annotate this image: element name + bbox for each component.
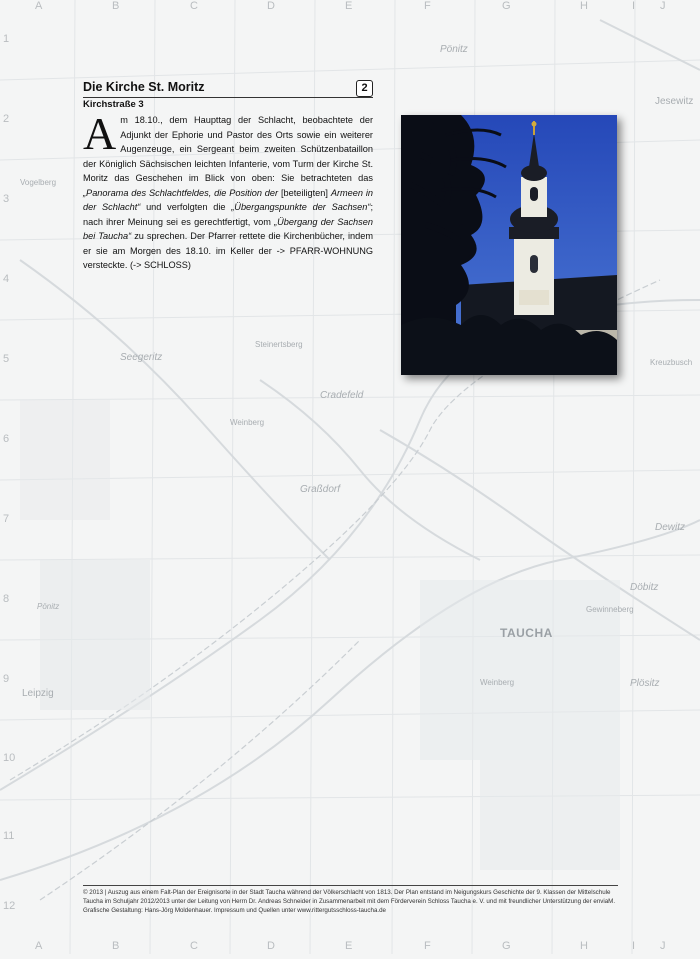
grid-number-8: 8 — [3, 593, 10, 605]
map-label-gewinneberg: Gewinneberg — [586, 605, 634, 614]
map-label-leipzig: Leipzig — [22, 688, 54, 699]
grid-letter-c-bottom: C — [190, 940, 198, 952]
grid-letter-a-bottom: A — [35, 940, 43, 952]
grid-letter-i-bottom: I — [632, 940, 636, 952]
map-label-dewitz: Dewitz — [655, 522, 686, 533]
grid-letter-d-bottom: D — [267, 940, 275, 952]
body-text-part: [beteiligten] — [278, 187, 331, 198]
church-illustration — [401, 115, 617, 375]
map-label-weinberg-2: Weinberg — [480, 678, 515, 687]
grid-letter-g: G — [502, 0, 511, 12]
grid-number-9: 9 — [3, 673, 10, 685]
grid-letter-j-bottom: J — [660, 940, 666, 952]
map-label-poenitz-top: Pönitz — [440, 44, 468, 55]
title-divider — [83, 97, 373, 98]
map-label-steinertsberg: Steinertsberg — [255, 340, 303, 349]
grid-letter-j: J — [660, 0, 666, 12]
grid-number-6: 6 — [3, 433, 10, 445]
map-label-taucha: TAUCHA — [500, 626, 553, 640]
grid-letter-h-bottom: H — [580, 940, 588, 952]
grid-letter-e-bottom: E — [345, 940, 353, 952]
map-label-vogelberg: Vogelberg — [20, 178, 57, 187]
body-quote: „Panorama des Schlachtfeldes, die Position der — [83, 187, 279, 198]
map-label-poenitz: Pönitz — [37, 602, 60, 611]
grid-number-4: 4 — [3, 273, 10, 285]
grid-number-3: 3 — [3, 193, 10, 205]
grid-number-1: 1 — [3, 33, 10, 45]
body-quote: „Übergang der Sachsen bei Taucha“ — [83, 216, 373, 241]
article-body — [83, 108, 373, 273]
grid-letter-i: I — [632, 0, 636, 12]
article-title: Die Kirche St. Moritz — [83, 80, 205, 94]
grid-letter-b-bottom: B — [112, 940, 120, 952]
body-quote: Armeen in der Schlacht“ — [83, 187, 373, 212]
body-text-part: zu sprechen. Der Pfarrer rettete die Kirchenbücher, indem er sie am Morgen des 18.10. im Keller der -> PFARR-WOHNUNG versteckte. (-> SCHLOSS) — [83, 231, 373, 270]
footer-credits: © 2013 | Auszug aus einem Falt-Plan der Ereignisorte in der Stadt Taucha während der Völkerschlacht von 1813. Der Plan entstand im Neigungskurs Geschichte der 9. Klassen der Mittelschule Taucha im Schuljahr 2012/2013 unter der Leitung von Herrn Dr. Andreas Schneider in Zusammenarbeit mit dem Förderverein Schloss Taucha e. V. und mit freundlicher Unterstützung der enviaM. Grafische Gestaltung: Hans-Jörg Moldenhauer. Impressum und Quellen unter www.rittergutsschloss-taucha.de — [83, 885, 618, 915]
grid-number-5: 5 — [3, 353, 10, 365]
grid-number-12: 12 — [3, 900, 16, 912]
location-number-badge: 2 — [356, 80, 373, 97]
map-label-weinberg: Weinberg — [230, 418, 265, 427]
map-label-grassdorf: Graßdorf — [300, 484, 341, 495]
map-label-kreuzbusch: Kreuzbusch — [650, 358, 693, 367]
grid-letter-h: H — [580, 0, 588, 12]
grid-number-2: 2 — [3, 113, 10, 125]
map-label-doebitz: Döbitz — [630, 582, 659, 593]
body-text-part: und verfolgten die — [140, 202, 232, 212]
grid-letter-f-bottom: F — [424, 940, 431, 952]
grid-letter-g-bottom: G — [502, 940, 511, 952]
grid-letter-b: B — [112, 0, 120, 12]
drop-cap: A — [83, 108, 117, 159]
grid-letter-e: E — [345, 0, 353, 12]
map-label-cradefeld: Cradefeld — [320, 390, 364, 401]
article-address: Kirchstraße 3 — [83, 99, 144, 110]
grid-number-7: 7 — [3, 513, 10, 525]
map-label-seegeritz: Seegeritz — [120, 352, 163, 363]
body-quote: „Übergangspunkte der Sachsen“ — [231, 202, 371, 212]
grid-letter-c: C — [190, 0, 198, 12]
map-label-jesewitz: Jesewitz — [655, 96, 694, 107]
grid-letter-d: D — [267, 0, 275, 12]
grid-number-10: 10 — [3, 752, 16, 764]
church-photo — [401, 115, 617, 375]
grid-letter-a: A — [35, 0, 43, 12]
map-label-ploesitz: Plösitz — [630, 678, 660, 689]
grid-letter-f: F — [424, 0, 431, 12]
body-text-part: ; nach ihrer Meinung sei es gerechtfertigt, vom — [83, 202, 373, 227]
grid-number-11: 11 — [3, 830, 15, 842]
body-text-part: m 18.10., dem Haupttag der Schlacht, beobachtete der Adjunkt der Ephorie und Pastor des Orts sowie ein weiterer Augenzeuge, ein Sergeant beim zweiten Schützenbataillon der Königlich Sächsischen leichten Infanterie, vom Turm der Kirche St. Moritz das Geschehen im Blick von oben: Sie betrachteten das — [83, 115, 373, 183]
